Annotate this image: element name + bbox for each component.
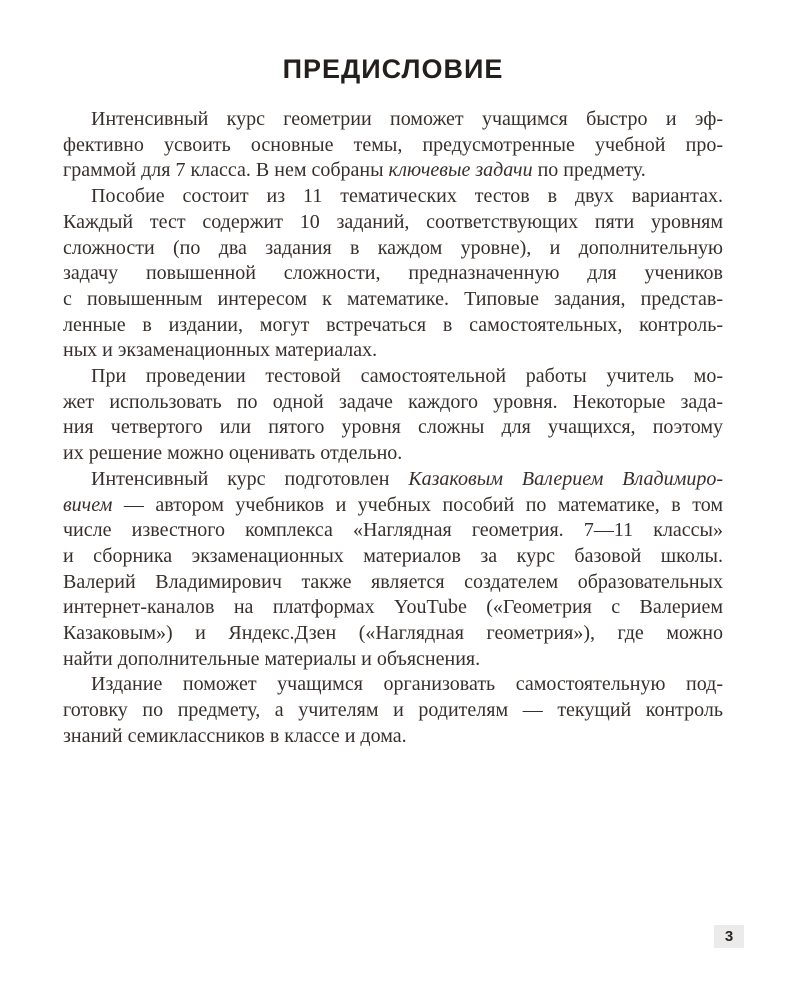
paragraph	[63, 107, 723, 184]
text-line: задачу повышенной сложности, предназначенную для учеников	[63, 262, 723, 285]
text-line: граммой для 7 класса. В нем собраны ключевые задачи по предмету.	[63, 159, 646, 182]
text-line: знаний семиклассников в классе и дома.	[63, 724, 407, 747]
text-line: числе известного комплекса «Наглядная геометрия. 7—11 классы»	[63, 519, 723, 542]
paragraph	[63, 672, 723, 749]
paragraph	[63, 467, 723, 673]
paragraph	[63, 364, 723, 467]
text-line: интернет-каналов на платформах YouTube («Геометрия с Валерием	[63, 596, 723, 619]
body-text	[63, 107, 723, 750]
text-line: Валерий Владимирович также является создателем образовательных	[63, 570, 723, 593]
text-line: Интенсивный курс подготовлен Казаковым Валерием Владимиро-	[91, 467, 723, 490]
text-line: Интенсивный курс геометрии поможет учащимся быстро и эф-	[91, 108, 723, 130]
text-line: При проведении тестовой самостоятельной работы учитель мо-	[91, 365, 723, 388]
text-line: сложности (по два задания в каждом уровне), и дополнительную	[63, 236, 723, 259]
text-line: их решение можно оценивать отдельно.	[63, 442, 403, 465]
text-line: вичем — автором учебников и учебных пособий по математике, в том	[63, 493, 723, 516]
text-line: ленные в издании, могут встречаться в самостоятельных, контроль-	[63, 313, 723, 336]
text-line: Издание поможет учащимся организовать самостоятельную под-	[91, 673, 723, 696]
text-line: готовку по предмету, а учителям и родителям — текущий контроль	[63, 699, 723, 722]
text-column	[63, 54, 723, 750]
text-line: Пособие состоит из 11 тематических тестов в двух вариантах.	[91, 185, 723, 208]
text-line: Казаковым») и Яндекс.Дзен («Наглядная геометрия»), где можно	[63, 622, 723, 645]
paragraph	[63, 184, 723, 364]
text-line: ния четвертого или пятого уровня сложны для учащихся, поэтому	[63, 416, 723, 439]
text-line: фективно усвоить основные темы, предусмотренные учебной про-	[63, 133, 723, 156]
page-number-badge	[714, 925, 744, 948]
page-title: ПРЕДИСЛОВИЕ	[282, 54, 504, 84]
text-line: Каждый тест содержит 10 заданий, соответствующих пяти уровням	[63, 210, 723, 233]
text-line: с повышенным интересом к математике. Типовые задания, представ-	[63, 287, 723, 310]
text-line: жет использовать по одной задаче каждого уровня. Некоторые зада-	[63, 390, 723, 413]
text-line: найти дополнительные материалы и объяснения.	[63, 647, 481, 670]
text-line: ных и экзаменационных материалах.	[63, 339, 378, 362]
page-number: 3	[724, 928, 734, 945]
text-line: и сборника экзаменационных материалов за курс базовой школы.	[63, 544, 723, 567]
